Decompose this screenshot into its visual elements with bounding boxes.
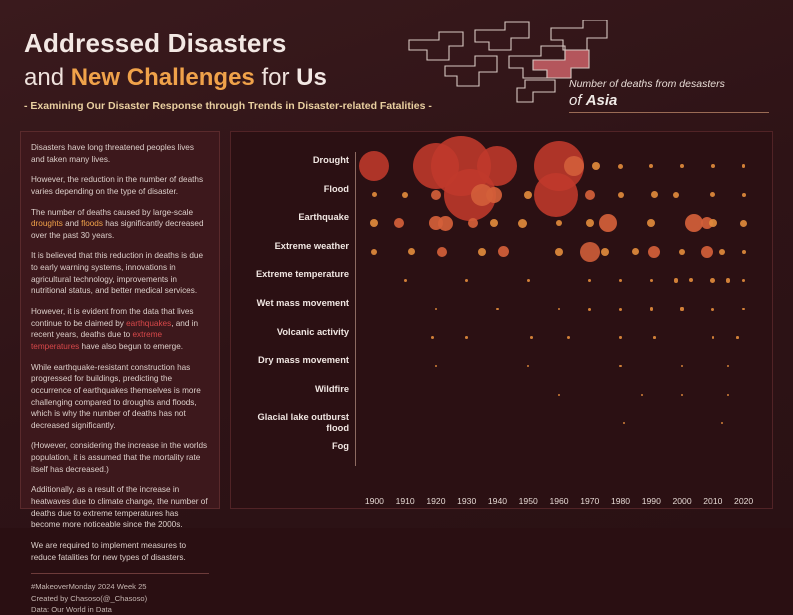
bubble-wet-mass-movement-2020[interactable] bbox=[742, 308, 745, 311]
x-axis-tick: 1960 bbox=[549, 496, 569, 506]
bubble-earthquake-1948[interactable] bbox=[518, 219, 527, 228]
bubble-wet-mass-movement-1940[interactable] bbox=[496, 308, 499, 311]
narrative-p5 bbox=[31, 306, 209, 353]
bubble-wildfire-1960[interactable] bbox=[558, 394, 560, 396]
bubble-flood-1920[interactable] bbox=[431, 190, 441, 200]
bubble-extreme-weather-1960[interactable] bbox=[555, 248, 563, 256]
bubble-dry-mass-movement-1980[interactable] bbox=[619, 365, 621, 367]
narrative-p4: It is believed that this reduction in deaths is due to early warning systems, innovations in agricultural technology, improvements in nutritional status, and better medical services. bbox=[31, 251, 204, 296]
bubble-extreme-temperature-1910[interactable] bbox=[404, 279, 407, 282]
bubble-volcanic-activity-1991[interactable] bbox=[653, 336, 656, 339]
credit-author: Created by Chasoso(@_Chasoso) bbox=[31, 593, 148, 603]
bubble-extreme-weather-1912[interactable] bbox=[408, 248, 415, 255]
bubble-extreme-temperature-1990[interactable] bbox=[650, 279, 654, 283]
bubble-extreme-weather-2013[interactable] bbox=[719, 249, 725, 255]
y-axis-label: Wildfire bbox=[314, 383, 349, 394]
bubble-dry-mass-movement-1950[interactable] bbox=[527, 365, 529, 367]
bubble-flood-1939[interactable] bbox=[486, 187, 502, 203]
bubble-volcanic-activity-2010[interactable] bbox=[712, 336, 715, 339]
bubble-extreme-temperature-1950[interactable] bbox=[527, 279, 530, 282]
bubble-flood-1959[interactable] bbox=[534, 173, 578, 217]
bubble-earthquake-1908[interactable] bbox=[394, 218, 404, 228]
bubble-earthquake-1932[interactable] bbox=[468, 218, 478, 228]
bubble-wet-mass-movement-1920[interactable] bbox=[435, 308, 438, 311]
bubble-extreme-weather-1900[interactable] bbox=[371, 249, 377, 255]
bubble-extreme-weather-1970[interactable] bbox=[580, 242, 600, 262]
bubble-extreme-weather-1985[interactable] bbox=[632, 248, 639, 255]
bubble-earthquake-1970[interactable] bbox=[586, 219, 594, 227]
bubble-extreme-temperature-2010[interactable] bbox=[710, 278, 715, 283]
x-axis-tick: 1940 bbox=[487, 496, 508, 506]
bubble-extreme-weather-1991[interactable] bbox=[648, 246, 660, 258]
bubble-earthquake-1900[interactable] bbox=[370, 219, 378, 227]
bubble-volcanic-activity-1963[interactable] bbox=[567, 336, 570, 339]
narrative-earthquakes: earthquakes bbox=[126, 318, 172, 328]
bubble-extreme-weather-2020[interactable] bbox=[742, 250, 746, 254]
bubble-wet-mass-movement-1990[interactable] bbox=[650, 307, 653, 310]
credit-challenge: #MakeoverMonday 2024 Week 25 bbox=[31, 582, 147, 592]
x-axis-tick: 1910 bbox=[395, 496, 415, 506]
bubble-chart-plot bbox=[231, 132, 774, 510]
bubble-flood-2010[interactable] bbox=[710, 192, 715, 197]
x-axis-tick: 2000 bbox=[672, 496, 692, 506]
header bbox=[0, 0, 793, 122]
bubble-extreme-weather-2008[interactable] bbox=[701, 246, 713, 258]
bubble-earthquake-2010[interactable] bbox=[709, 219, 717, 227]
bubble-wet-mass-movement-2010[interactable] bbox=[711, 308, 714, 311]
narrative-p3-b: and bbox=[62, 219, 82, 229]
x-axis-tick: 1980 bbox=[610, 496, 631, 506]
title-and: and bbox=[24, 64, 71, 91]
bubble-earthquake-2020[interactable] bbox=[740, 220, 747, 227]
bubble-dry-mass-movement-2015[interactable] bbox=[727, 365, 729, 367]
narrative-p8: Additionally, as a result of the increase in heatwaves due to climate change, the number of deaths due to extreme temperatures has become more noticeable since the 2000s. bbox=[31, 485, 208, 530]
page-tagline: - Examining Our Disaster Response through Trends in Disaster-related Fatalities - bbox=[24, 100, 432, 112]
x-axis-tick: 1990 bbox=[641, 496, 661, 506]
narrative-p7: (However, considering the increase in the worlds population, it is assumed that the mortality rate itself has decreased.) bbox=[31, 441, 208, 474]
bubble-flood-1900[interactable] bbox=[372, 192, 377, 197]
y-axis-label: Drought bbox=[312, 155, 349, 165]
x-axis-tick: 1950 bbox=[518, 496, 538, 506]
bubble-earthquake-1960[interactable] bbox=[556, 220, 562, 226]
narrative-p5-c: have also begun to emerge. bbox=[79, 341, 184, 351]
bubble-earthquake-1990[interactable] bbox=[647, 219, 655, 227]
y-axis-label: Volcanic activity bbox=[276, 326, 349, 337]
narrative-p3 bbox=[31, 207, 209, 242]
narrative-extreme-temperatures: extreme temperatures bbox=[31, 330, 163, 351]
y-axis-label: Extreme temperature bbox=[255, 269, 349, 280]
bubble-volcanic-activity-1919[interactable] bbox=[431, 336, 434, 339]
x-axis-tick: 1900 bbox=[364, 496, 384, 506]
x-axis-tick: 1920 bbox=[426, 496, 446, 506]
chart-caption-line1: Number of deaths from desasters bbox=[569, 78, 725, 90]
bubble-drought-1990[interactable] bbox=[649, 164, 653, 168]
narrative-droughts: droughts bbox=[31, 219, 63, 229]
narrative-p5-a: However, it is evident from the data that lives continue to be claimed by bbox=[31, 307, 194, 328]
bubble-chart-panel bbox=[230, 131, 773, 509]
narrative-p6: While earthquake-resistant construction has progressed for buildings, predicting the occurrence of earthquakes themselves is more challenging compared to droughts and floods, which is why the number of deaths has not decreased significantly. bbox=[31, 362, 201, 430]
bubble-extreme-temperature-1970[interactable] bbox=[588, 279, 591, 282]
bubble-extreme-temperature-2020[interactable] bbox=[742, 279, 746, 283]
title-us: Us bbox=[296, 64, 327, 91]
bubble-wildfire-1987[interactable] bbox=[641, 394, 643, 396]
caption-region: Asia bbox=[585, 92, 618, 109]
bubble-extreme-weather-1975[interactable] bbox=[601, 248, 609, 256]
bubble-wildfire-2000[interactable] bbox=[681, 394, 683, 396]
bubble-glacial-lake-outburst-flood-1981[interactable] bbox=[623, 422, 625, 424]
bubble-wet-mass-movement-1980[interactable] bbox=[619, 308, 622, 311]
bubble-flood-1998[interactable] bbox=[673, 192, 679, 198]
chart-caption bbox=[569, 78, 769, 113]
narrative-p3-a: The number of deaths caused by large-scale bbox=[31, 207, 194, 217]
narrative-p5-b: , and in recent years, deaths due to bbox=[31, 318, 199, 340]
narrative-floods: floods bbox=[81, 219, 103, 229]
bubble-wet-mass-movement-1960[interactable] bbox=[558, 308, 561, 311]
title-new-challenges: New Challenges bbox=[70, 64, 255, 91]
bubble-extreme-temperature-1980[interactable] bbox=[619, 279, 622, 282]
narrative-p2: However, the reduction in the number of deaths varies depending on the type of disaster. bbox=[31, 175, 204, 196]
bubble-flood-1910[interactable] bbox=[402, 192, 408, 198]
bubble-wet-mass-movement-2000[interactable] bbox=[680, 307, 683, 310]
bubble-drought-2000[interactable] bbox=[680, 164, 684, 168]
bubble-dry-mass-movement-2000[interactable] bbox=[681, 365, 683, 367]
narrative-p9: We are required to implement measures to reduce fatalities for new types of disasters. bbox=[31, 540, 187, 562]
bubble-volcanic-activity-1930[interactable] bbox=[465, 336, 468, 339]
bubble-glacial-lake-outburst-flood-2013[interactable] bbox=[721, 422, 723, 424]
bubble-drought-1972[interactable] bbox=[592, 162, 600, 170]
bubble-volcanic-activity-1951[interactable] bbox=[530, 336, 533, 339]
bubble-drought-1980[interactable] bbox=[618, 164, 623, 169]
bubble-volcanic-activity-2018[interactable] bbox=[736, 336, 739, 339]
bubble-extreme-weather-1935[interactable] bbox=[478, 248, 486, 256]
bubble-extreme-weather-1922[interactable] bbox=[437, 247, 447, 257]
caption-of: of bbox=[569, 92, 586, 109]
narrative-p3-c: has significantly decreased over the past 30 years. bbox=[31, 219, 204, 240]
y-axis-label: Glacial lake outburst flood bbox=[257, 412, 349, 434]
bubble-wet-mass-movement-1970[interactable] bbox=[588, 308, 591, 311]
bubble-earthquake-1976[interactable] bbox=[599, 214, 617, 232]
bubble-flood-1970[interactable] bbox=[585, 190, 595, 200]
x-axis-tick: 1930 bbox=[457, 496, 477, 506]
bubble-drought-2020[interactable] bbox=[742, 164, 746, 168]
y-axis-label: Dry mass movement bbox=[258, 355, 349, 366]
credit-source: Data: Our World in Data bbox=[31, 605, 112, 614]
bubble-earthquake-1939[interactable] bbox=[490, 219, 498, 227]
bubble-extreme-weather-1942[interactable] bbox=[498, 246, 509, 257]
bubble-volcanic-activity-1980[interactable] bbox=[619, 336, 621, 338]
chart-caption-line2 bbox=[569, 92, 769, 113]
bubble-flood-1991[interactable] bbox=[651, 191, 658, 198]
bubble-drought-1900[interactable] bbox=[359, 151, 389, 181]
y-axis-label: Extreme weather bbox=[274, 240, 349, 251]
bubble-earthquake-1923[interactable] bbox=[438, 216, 453, 231]
bubble-extreme-temperature-2015[interactable] bbox=[726, 278, 730, 282]
title-for: for bbox=[254, 64, 297, 91]
narrative-panel bbox=[20, 131, 220, 614]
bubble-extreme-temperature-1930[interactable] bbox=[465, 279, 468, 282]
x-axis-tick: 2020 bbox=[734, 496, 754, 506]
bubble-drought-2010[interactable] bbox=[711, 164, 715, 168]
credits bbox=[31, 581, 209, 615]
bubble-dry-mass-movement-1920[interactable] bbox=[435, 365, 437, 367]
page-subtitle-line bbox=[24, 64, 327, 92]
bubble-extreme-temperature-2003[interactable] bbox=[689, 278, 693, 282]
y-axis-label: Flood bbox=[323, 183, 349, 194]
bubble-flood-1980[interactable] bbox=[618, 192, 624, 198]
bubble-extreme-temperature-1998[interactable] bbox=[674, 278, 678, 282]
bubble-wildfire-2015[interactable] bbox=[727, 394, 729, 396]
y-axis-label: Fog bbox=[331, 441, 349, 451]
bubble-extreme-weather-2000[interactable] bbox=[679, 249, 685, 255]
x-axis-tick: 2010 bbox=[703, 496, 723, 506]
y-axis-line bbox=[355, 152, 356, 466]
x-axis-tick: 1970 bbox=[580, 496, 600, 506]
narrative-p1: Disasters have long threatened peoples lives and taken many lives. bbox=[31, 143, 194, 164]
bubble-flood-2020[interactable] bbox=[742, 193, 746, 197]
y-axis-label: Earthquake bbox=[298, 212, 349, 223]
page-title: Addressed Disasters bbox=[24, 28, 287, 58]
panel-divider bbox=[31, 573, 209, 574]
y-axis-label: Wet mass movement bbox=[256, 298, 349, 308]
bubble-flood-1950[interactable] bbox=[524, 191, 532, 199]
